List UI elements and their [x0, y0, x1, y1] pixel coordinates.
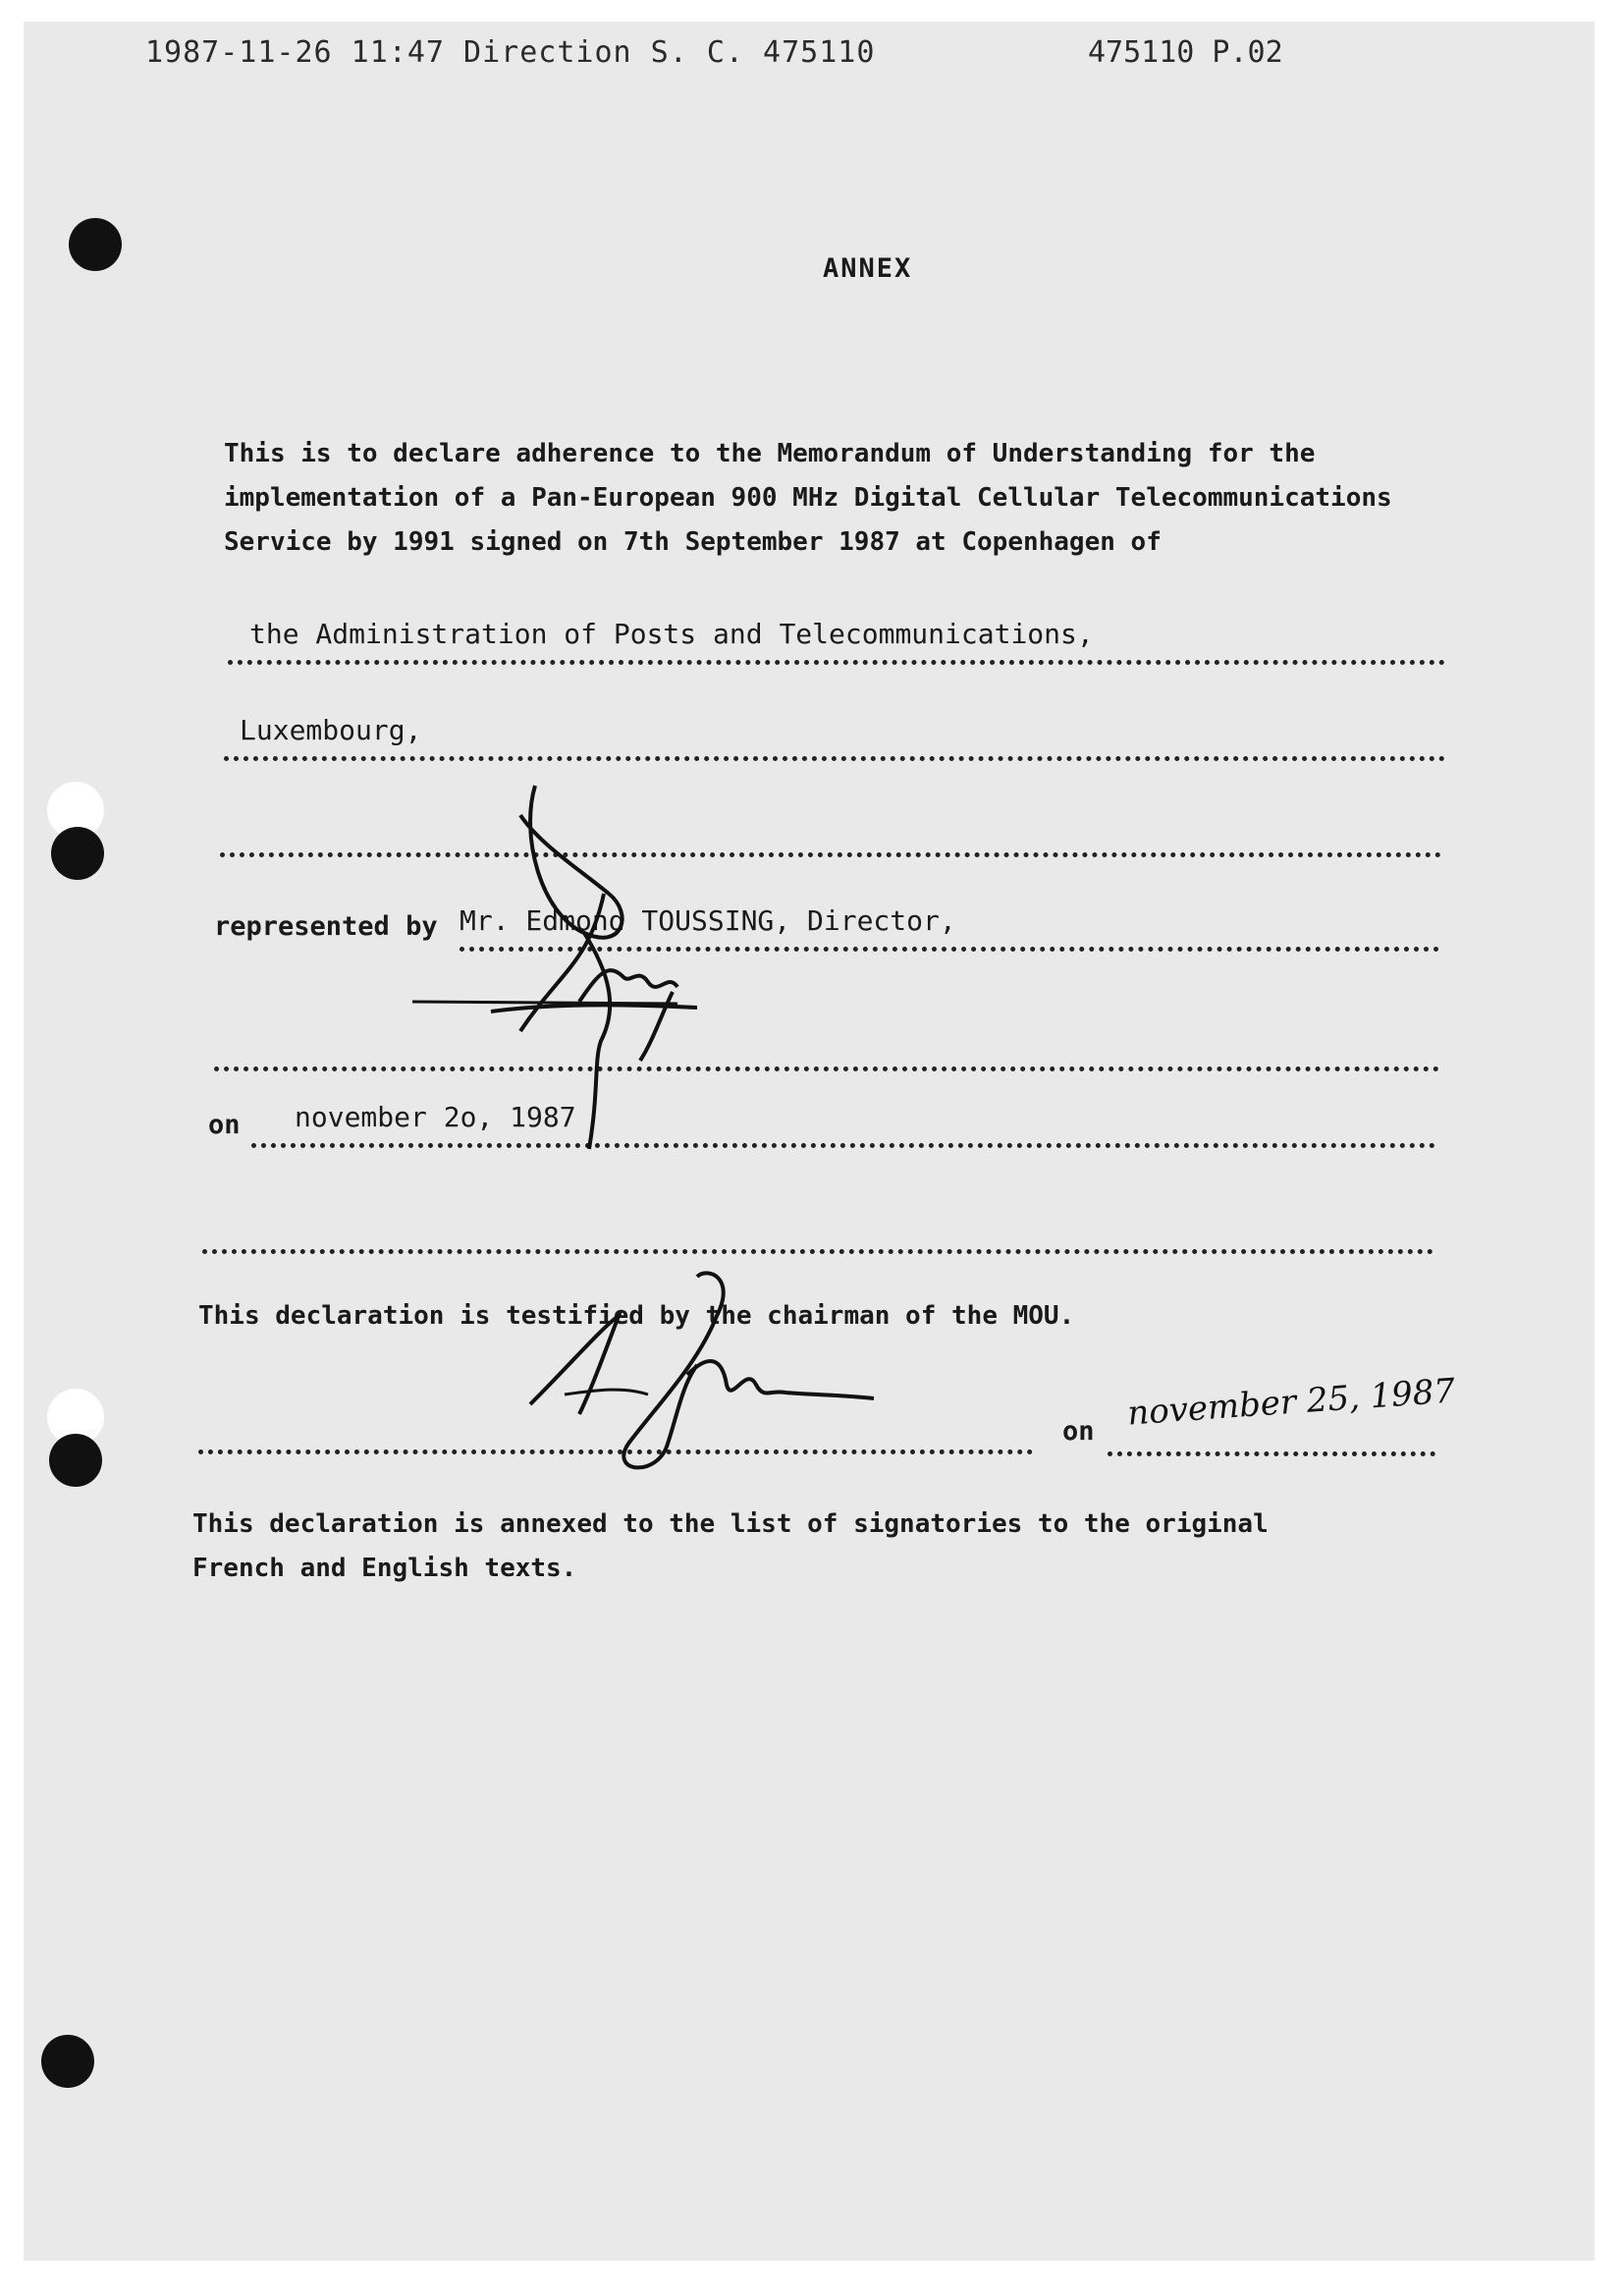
represented-label: represented by — [214, 911, 438, 942]
entity-field-line-2 — [224, 711, 1445, 761]
blank-field-line — [202, 1204, 1434, 1254]
entity-text-1: the Administration of Posts and Telecommunications, — [249, 618, 1094, 650]
representative-text: Mr. Edmond TOUSSING, Director, — [460, 904, 956, 937]
entity-field-line-1 — [228, 615, 1445, 665]
punch-hole — [51, 827, 104, 880]
annex-note-line-2: French and English texts. — [192, 1554, 577, 1583]
representative-signature — [373, 776, 785, 1169]
fax-header-stamp: 1987-11-26 11:47 Direction S. C. 475110 — [145, 35, 876, 70]
intro-line-2: implementation of a Pan-European 900 MHz Digital Cellular Telecommunications — [224, 483, 1392, 513]
punch-hole — [69, 218, 122, 271]
page-title: ANNEX — [823, 253, 913, 284]
intro-line-3: Service by 1991 signed on 7th September 1987 at Copenhagen of — [224, 527, 1162, 557]
punch-hole — [41, 2035, 94, 2088]
annex-note-line-1: This declaration is annexed to the list of signatories to the original — [192, 1509, 1269, 1539]
punch-hole — [49, 1434, 102, 1487]
testify-on-label: on — [1062, 1416, 1095, 1447]
entity-text-2: Luxembourg, — [240, 714, 422, 746]
testify-date-handwritten: november 25, 1987 — [1126, 1371, 1457, 1434]
fax-page-number: 475110 P.02 — [1088, 35, 1283, 70]
date-text: november 2o, 1987 — [295, 1101, 576, 1133]
date-on-label: on — [208, 1110, 241, 1140]
testify-text: This declaration is testified by the chairman of the MOU. — [198, 1301, 1075, 1331]
intro-line-1: This is to declare adherence to the Memorandum of Understanding for the — [224, 439, 1316, 468]
chairman-signature — [511, 1257, 884, 1483]
